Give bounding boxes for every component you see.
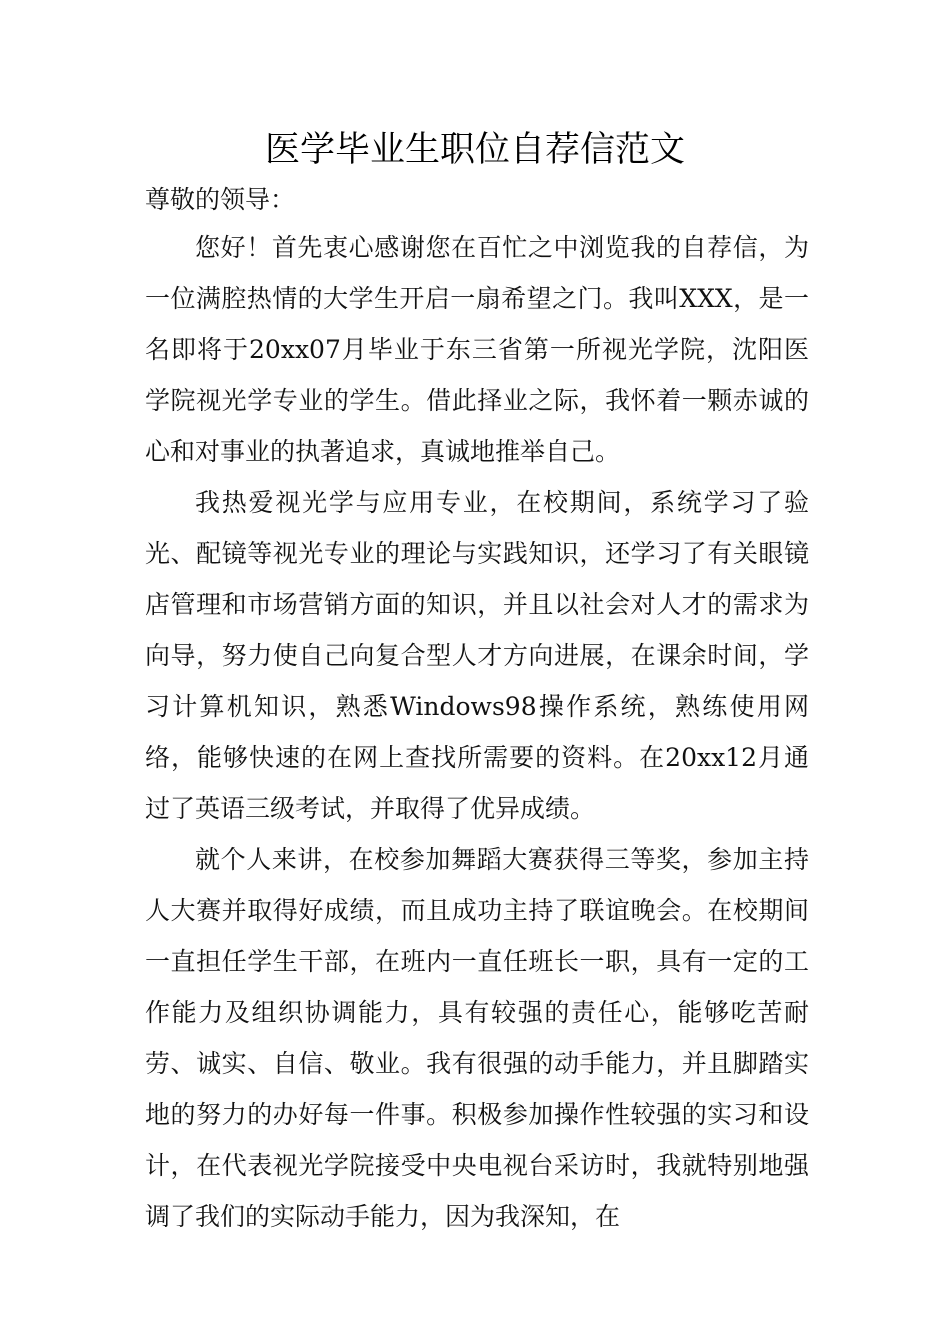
- paragraph-study: 我热爱视光学与应用专业，在校期间，系统学习了验光、配镜等视光专业的理论与实践知识，还学习了有关眼镜店管理和市场营销方面的知识，并且以社会对人才的需求为向导，努力使自己向复合型人才方向进展，在课余时间，学习计算机知识，熟悉Windows98操作系统，熟练使用网络，能够快速的在网上查找所需要的资料。在20xx12月通过了英语三级考试，并取得了优异成绩。: [145, 488, 809, 823]
- salutation: 尊敬的领导：: [145, 185, 296, 214]
- letter-body: [145, 180, 809, 1242]
- document-title: 医学毕业生职位自荐信范文: [264, 130, 685, 170]
- paragraph-activities: 就个人来讲，在校参加舞蹈大赛获得三等奖，参加主持人大赛并取得好成绩，而且成功主持了联谊晚会。在校期间一直担任学生干部，在班内一直任班长一职，具有一定的工作能力及组织协调能力，具有较强的责任心，能够吃苦耐劳、诚实、自信、敬业。我有很强的动手能力，并且脚踏实地的努力的办好每一件事。积极参加操作性较强的实习和设计，在代表视光学院接受中央电视台采访时，我就特别地强调了我们的实际动手能力，因为我深知，在: [145, 845, 809, 1231]
- paragraph-intro: 您好！首先衷心感谢您在百忙之中浏览我的自荐信，为一位满腔热情的大学生开启一扇希望之门。我叫XXX，是一名即将于20xx07月毕业于东三省第一所视光学院，沈阳医学院视光学专业的学生。借此择业之际，我怀着一颗赤诚的心和对事业的执著追求，真诚地推举自己。: [145, 233, 809, 466]
